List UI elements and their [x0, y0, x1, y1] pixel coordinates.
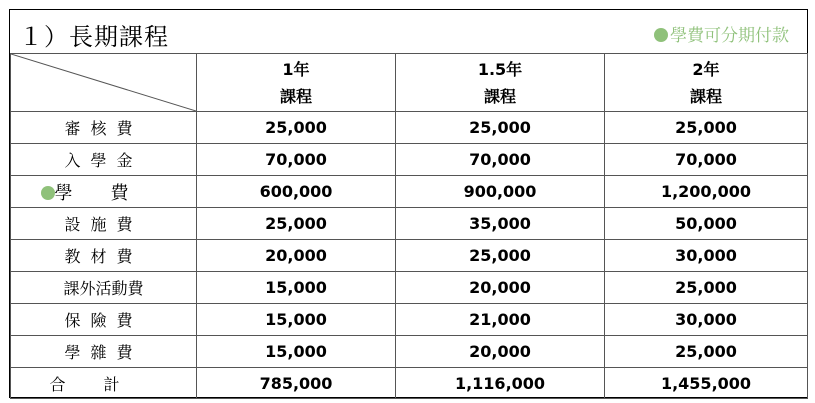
column-header-1yr [197, 54, 396, 112]
table-cell: 900,000 [396, 176, 605, 208]
table-cell: 30,000 [605, 240, 808, 272]
table-cell: 25,000 [197, 208, 396, 240]
table-row [11, 272, 808, 304]
row-label: 保險費 [11, 304, 197, 336]
green-dot-icon [654, 28, 668, 42]
table-cell: 70,000 [197, 144, 396, 176]
table-cell: 21,000 [396, 304, 605, 336]
section-title: １）長期課程 [19, 23, 169, 51]
table-cell: 70,000 [396, 144, 605, 176]
column-header-2yr [605, 54, 808, 112]
title-bar [10, 10, 807, 52]
table-row [11, 336, 808, 368]
row-label: 學費 [54, 182, 167, 204]
table-cell: 25,000 [396, 112, 605, 144]
row-label: 審核費 [11, 112, 197, 144]
table-row [11, 176, 808, 208]
column-header-line2: 課程 [689, 86, 722, 106]
table-row [11, 112, 808, 144]
row-label-cell [11, 176, 197, 208]
table-cell: 20,000 [197, 240, 396, 272]
table-cell: 70,000 [605, 144, 808, 176]
row-label: 入學金 [11, 144, 197, 176]
table-row [11, 208, 808, 240]
table-cell: 25,000 [197, 112, 396, 144]
table-row [11, 304, 808, 336]
table-cell: 600,000 [197, 176, 396, 208]
table-cell: 25,000 [605, 272, 808, 304]
column-header-line2: 課程 [279, 86, 312, 106]
row-label: 設施費 [11, 208, 197, 240]
column-header-line2: 課程 [483, 86, 516, 106]
table-cell: 25,000 [396, 240, 605, 272]
diagonal-line [11, 54, 196, 111]
total-row [11, 368, 808, 399]
green-dot-icon [41, 186, 55, 200]
total-cell: 1,455,000 [605, 368, 808, 399]
table-cell: 20,000 [396, 272, 605, 304]
table-cell: 25,000 [605, 336, 808, 368]
table-cell: 15,000 [197, 336, 396, 368]
table-cell: 30,000 [605, 304, 808, 336]
column-header-line1: 1年 [282, 59, 310, 79]
table-row [11, 240, 808, 272]
table-cell: 35,000 [396, 208, 605, 240]
column-header-1-5yr [396, 54, 605, 112]
table-cell: 20,000 [396, 336, 605, 368]
column-header-line1: 2年 [692, 59, 720, 79]
table-cell: 15,000 [197, 304, 396, 336]
table-cell: 25,000 [605, 112, 808, 144]
header-row [11, 54, 808, 112]
table-cell: 1,200,000 [605, 176, 808, 208]
installment-note-text: 學費可分期付款 [670, 26, 789, 46]
total-cell: 785,000 [197, 368, 396, 399]
installment-note [654, 21, 789, 46]
corner-cell [11, 54, 197, 112]
table-cell: 50,000 [605, 208, 808, 240]
table-row [11, 144, 808, 176]
total-label: 合計 [11, 368, 197, 399]
table-cell: 15,000 [197, 272, 396, 304]
column-header-line1: 1.5年 [477, 59, 523, 79]
row-label: 學雜費 [11, 336, 197, 368]
row-label: 教材費 [11, 240, 197, 272]
fee-table-frame [9, 9, 808, 398]
row-label: 課外活動費 [11, 272, 197, 304]
fee-table [10, 53, 808, 399]
total-cell: 1,116,000 [396, 368, 605, 399]
